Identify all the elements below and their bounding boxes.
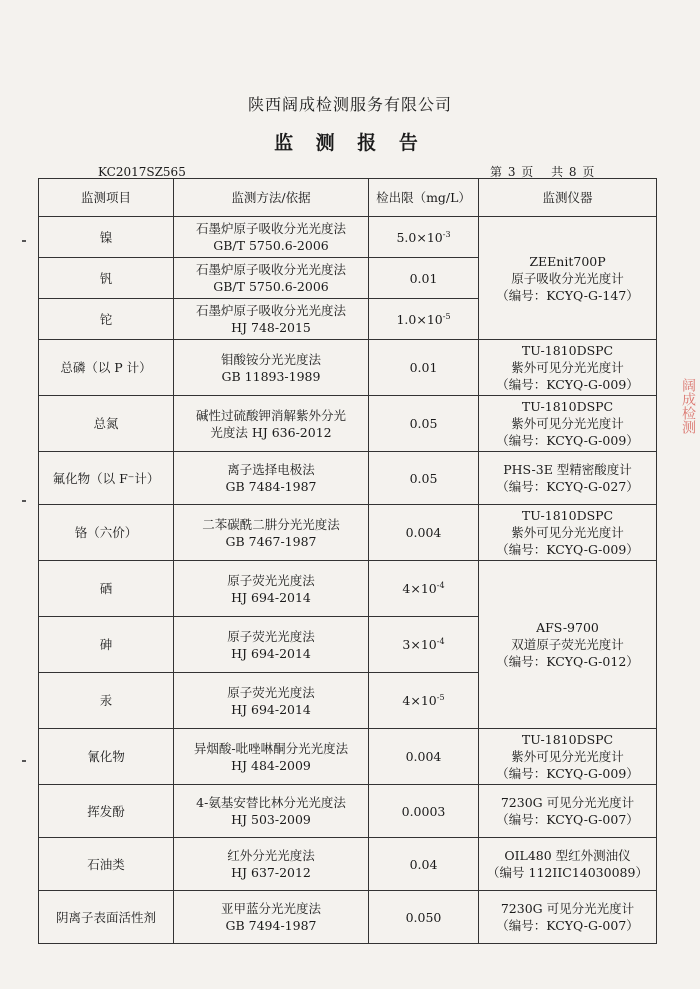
table-header-row [39,179,657,217]
table-row [39,452,657,505]
method-cell: 石墨炉原子吸收分光光度法 GB/T 5750.6-2006 [174,217,369,258]
table-row [39,729,657,785]
method-cell: 原子荧光光度法 HJ 694-2014 [174,561,369,617]
column-header-instrument: 监测仪器 [479,179,657,217]
scan-mark [22,760,26,762]
method-cell: 红外分光光度法 HJ 637-2012 [174,838,369,891]
monitoring-table [38,178,657,944]
item-cell: 硒 [39,561,174,617]
table-row [39,891,657,944]
limit-cell: 0.01 [369,340,479,396]
company-name: 陕西阔成检测服务有限公司 [247,95,452,114]
instrument-cell: TU-1810DSPC 紫外可见分光光度计 （编号：KCYQ-G-009） [479,729,657,785]
method-cell: 原子荧光光度法 HJ 694-2014 [174,673,369,729]
table-row [39,505,657,561]
scan-mark [22,240,26,242]
limit-cell: 0.004 [369,729,479,785]
method-cell: 钼酸铵分光光度法 GB 11893-1989 [174,340,369,396]
instrument-cell: TU-1810DSPC 紫外可见分光光度计 （编号：KCYQ-G-009） [479,505,657,561]
limit-cell: 0.04 [369,838,479,891]
method-cell: 亚甲蓝分光光度法 GB 7494-1987 [174,891,369,944]
limit-cell: 0.004 [369,505,479,561]
limit-cell: $1.0\times 10^{-5}$ [369,299,479,340]
limit-cell: 0.0003 [369,785,479,838]
instrument-cell: 7230G 可见分光光度计 （编号：KCYQ-G-007） [479,785,657,838]
item-cell: 铬（六价） [39,505,174,561]
table-row [39,785,657,838]
limit-cell: 0.05 [369,396,479,452]
method-cell: 异烟酸-吡唑啉酮分光光度法 HJ 484-2009 [174,729,369,785]
limit-cell: 0.01 [369,258,479,299]
method-cell: 石墨炉原子吸收分光光度法 HJ 748-2015 [174,299,369,340]
item-cell: 石油类 [39,838,174,891]
item-cell: 总磷（以 P 计） [39,340,174,396]
instrument-cell: TU-1810DSPC 紫外可见分光光度计 （编号：KCYQ-G-009） [479,340,657,396]
item-cell: 铊 [39,299,174,340]
item-cell: 钒 [39,258,174,299]
table-row [39,561,657,617]
method-cell: 4-氨基安替比林分光光度法 HJ 503-2009 [174,785,369,838]
item-cell: 总氮 [39,396,174,452]
limit-cell: $4\times 10^{-5}$ [369,673,479,729]
method-cell: 石墨炉原子吸收分光光度法 GB/T 5750.6-2006 [174,258,369,299]
instrument-cell: AFS-9700 双道原子荧光光度计 （编号：KCYQ-G-012） [479,561,657,729]
table-row [39,396,657,452]
column-header-item: 监测项目 [39,179,174,217]
item-cell: 砷 [39,617,174,673]
report-number: KC2017SZ565 [98,165,186,179]
item-cell: 汞 [39,673,174,729]
method-cell: 碱性过硫酸钾消解紫外分光 光度法 HJ 636-2012 [174,396,369,452]
item-cell: 氰化物 [39,729,174,785]
item-cell: 氟化物（以 F⁻计） [39,452,174,505]
column-header-limit: 检出限（mg/L） [369,179,479,217]
instrument-cell: TU-1810DSPC 紫外可见分光光度计 （编号：KCYQ-G-009） [479,396,657,452]
report-title: 监 测 报 告 [274,132,426,154]
table-row [39,217,657,258]
page-indicator: 第 3 页 共 8 页 [490,165,595,179]
method-cell: 二苯碳酰二肼分光光度法 GB 7467-1987 [174,505,369,561]
limit-cell: $5.0\times 10^{-3}$ [369,217,479,258]
method-cell: 离子选择电极法 GB 7484-1987 [174,452,369,505]
scan-mark [22,500,26,502]
item-cell: 阴离子表面活性剂 [39,891,174,944]
item-cell: 镍 [39,217,174,258]
column-header-method: 监测方法/依据 [174,179,369,217]
instrument-cell: 7230G 可见分光光度计 （编号：KCYQ-G-007） [479,891,657,944]
table-row [39,838,657,891]
item-cell: 挥发酚 [39,785,174,838]
table-row [39,340,657,396]
seal-stamp-fragment: 阔成检测 [680,378,696,434]
instrument-cell: ZEEnit700P 原子吸收分光光度计 （编号：KCYQ-G-147） [479,217,657,340]
limit-cell: 0.05 [369,452,479,505]
instrument-cell: PHS-3E 型精密酸度计 （编号：KCYQ-G-027） [479,452,657,505]
limit-cell: $3\times 10^{-4}$ [369,617,479,673]
limit-cell: 0.050 [369,891,479,944]
method-cell: 原子荧光光度法 HJ 694-2014 [174,617,369,673]
limit-cell: $4\times 10^{-4}$ [369,561,479,617]
instrument-cell: OIL480 型红外测油仪 （编号 112IIC14030089） [479,838,657,891]
